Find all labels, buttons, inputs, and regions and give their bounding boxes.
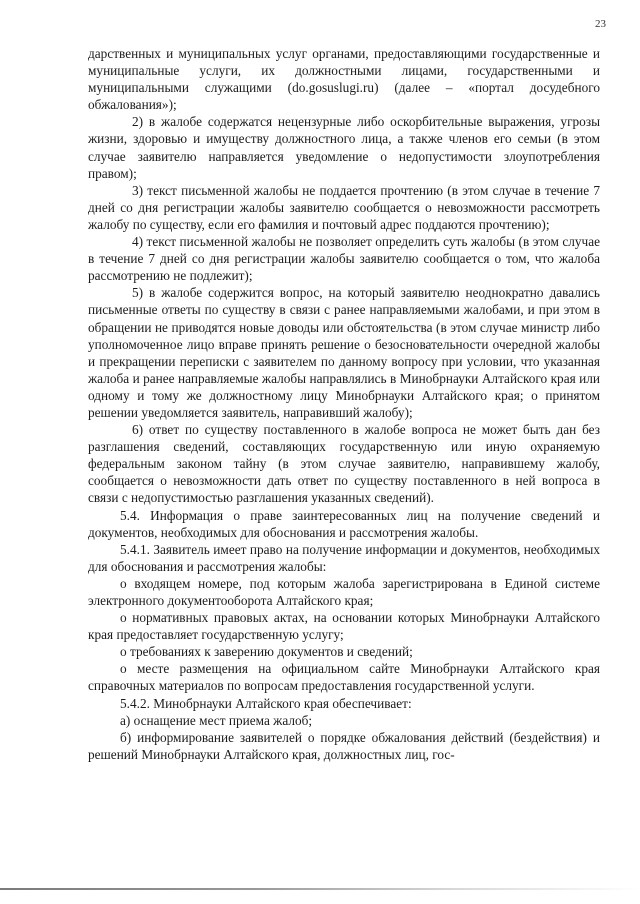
list-item-4: 4) текст письменной жалобы не позволяет определить суть жалобы (в этом случае в течение 7 дней со дня регистрации жалобы заявителю сообщается о том, что жалоба рассмотрению не подлежит); [88, 234, 600, 284]
list-item-b: б) информирование заявителей о порядке обжалования действий (бездействия) и решений Минобрнауки Алтайского края, должностных лиц, гос- [88, 729, 600, 762]
info-item-legal-acts: о нормативных правовых актах, на основании которых Минобрнауки Алтайского края предоставляет государственную услугу; [88, 610, 600, 643]
list-item-2: 2) в жалобе содержатся нецензурные либо оскорбительные выражения, угрозы жизни, здоровью и имуществу должностного лица, а также членов его семьи (в этом случае заявителю направляется уведомление о недопустимости злоупотребления правом); [88, 114, 600, 181]
document-body [88, 45, 600, 763]
section-5-4-2: 5.4.2. Минобрнауки Алтайского края обеспечивает: [120, 695, 412, 711]
section-5-4: 5.4. Информация о праве заинтересованных лиц на получение сведений и документов, необходимых для обоснования и рассмотрения жалобы. [88, 507, 600, 540]
list-item-6: 6) ответ по существу поставленного в жалобе вопроса не может быть дан без разглашения сведений, составляющих государственную или иную охраняемую федеральным законом тайну (в этом случае заявителю, направившему жалобу, сообщается о невозможности дать ответ по существу поставленного в ней вопроса в связи с недопустимостью разглашения указанных сведений). [88, 422, 600, 506]
paragraph-continuation: дарственных и муниципальных услуг органами, предоставляющими государственные и муниципальные услуги, их должностными лицами, государственными и муниципальными служащими (do.gosuslugi.ru) (далее – «портал досудебного обжалования»); [88, 46, 600, 113]
page-number: 23 [595, 18, 606, 30]
scan-bottom-edge [0, 888, 640, 890]
info-item-incoming-number: о входящем номере, под которым жалоба зарегистрирована в Единой системе электронного документооборота Алтайского края; [88, 575, 600, 608]
info-item-reference-materials: о месте размещения на официальном сайте Минобрнауки Алтайского края справочных материалов по вопросам предоставления государственной услуги. [88, 661, 600, 694]
section-5-4-1: 5.4.1. Заявитель имеет право на получение информации и документов, необходимых для обоснования и рассмотрения жалобы: [88, 541, 600, 574]
list-item-3: 3) текст письменной жалобы не поддается прочтению (в этом случае в течение 7 дней со дня регистрации жалобы заявителю сообщается о невозможности рассмотреть жалобу по существу, если его фамилия и почтовый адрес поддаются прочтению); [88, 182, 600, 232]
list-item-5: 5) в жалобе содержится вопрос, на который заявителю неоднократно давались письменные ответы по существу в связи с ранее направляемыми жалобами, и при этом в обращении не приводятся новые доводы или обстоятельства (в этом случае министр либо уполномоченное лицо вправе принять решение о безосновательности очередной жалобы и прекращении переписки с заявителем по данному вопросу при условии, что указанная жалоба и ранее направляемые жалобы направлялись в Минобрнауки Алтайского края или одному и тому же должностному лицу Минобрнауки Алтайского края; о принятом решении уведомляется заявитель, направивший жалобу); [88, 285, 600, 420]
list-item-a: а) оснащение мест приема жалоб; [120, 712, 313, 728]
info-item-document-requirements: о требованиях к заверению документов и сведений; [120, 644, 413, 660]
